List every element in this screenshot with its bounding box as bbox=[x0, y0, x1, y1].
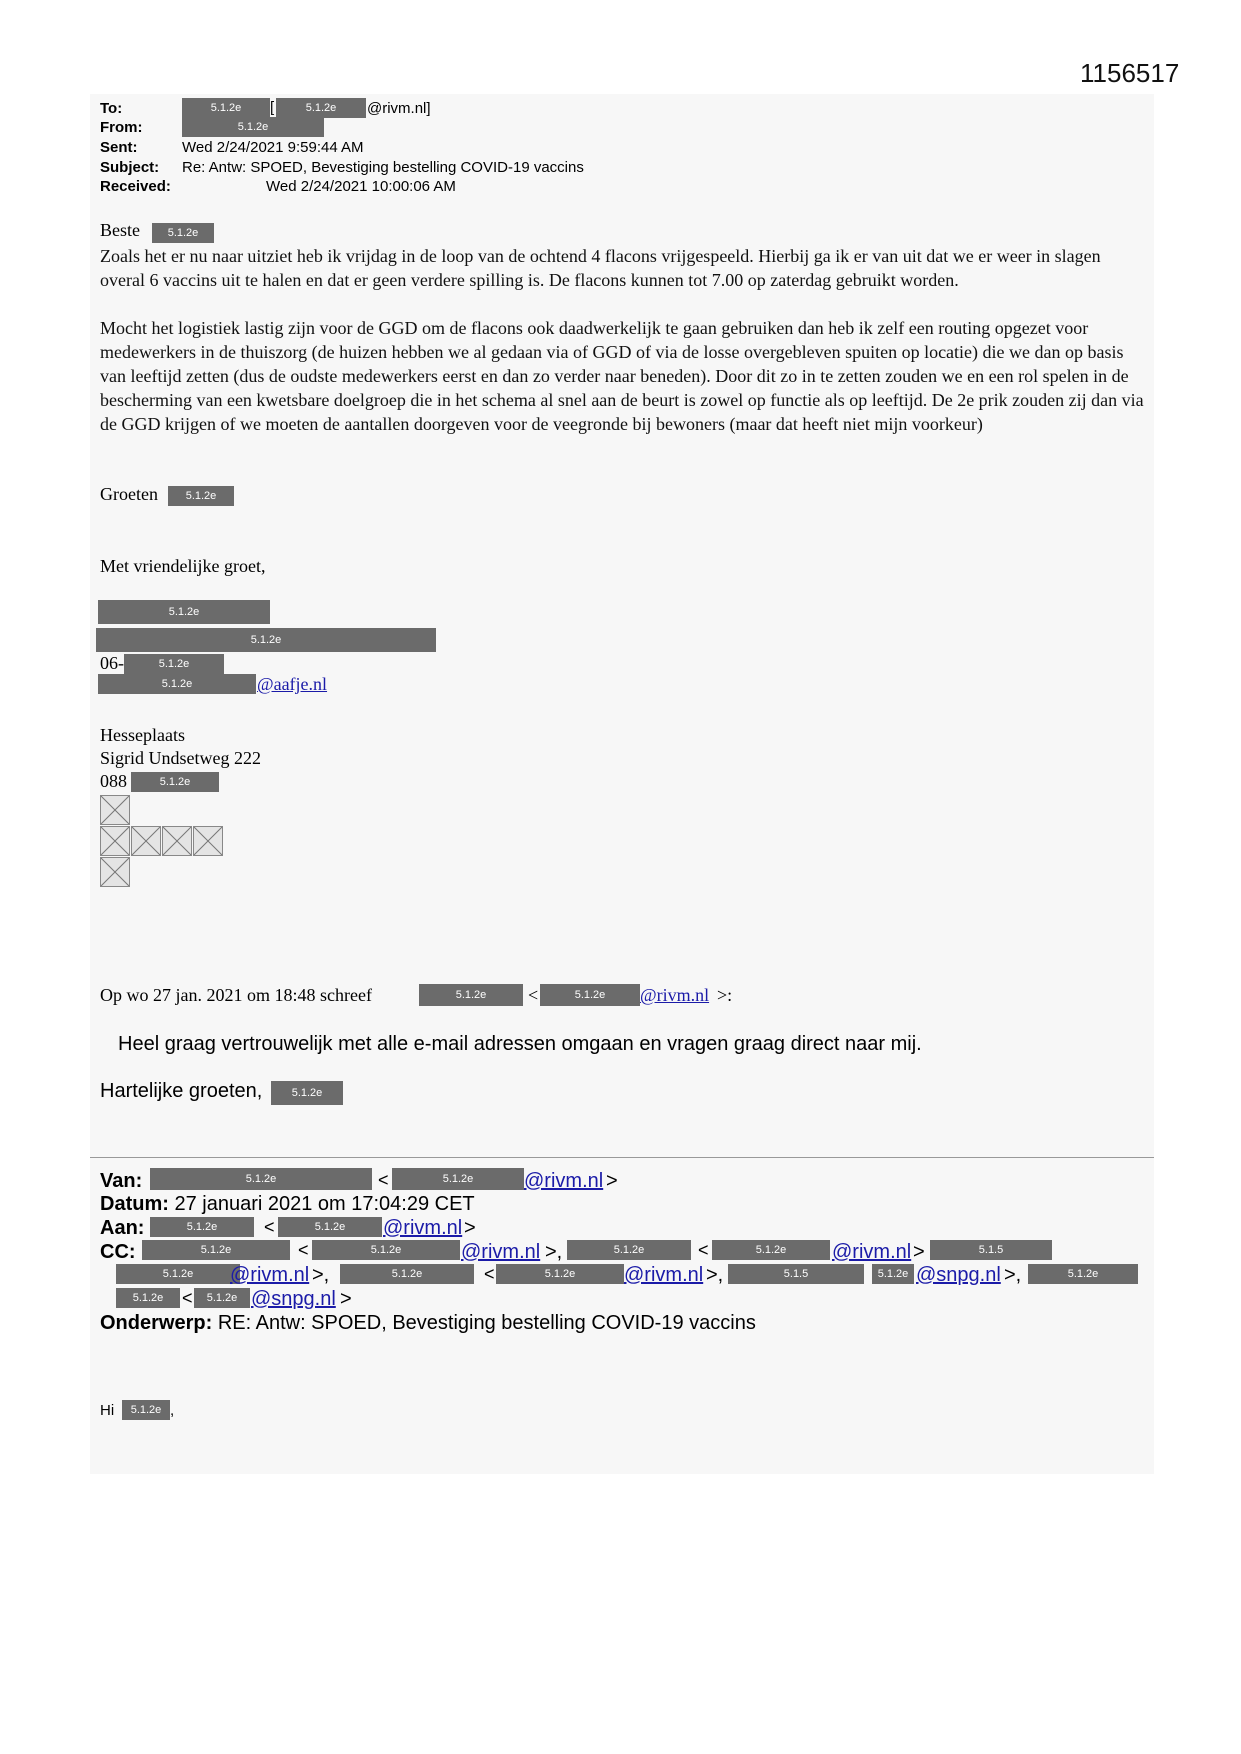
greeting: Beste bbox=[100, 220, 140, 240]
comma-char: , bbox=[170, 1402, 175, 1419]
received-value: Wed 2/24/2021 10:00:06 AM bbox=[266, 178, 456, 195]
separator-char: >, bbox=[1004, 1264, 1022, 1286]
broken-image-icon bbox=[131, 826, 161, 856]
redaction: 5.1.2e bbox=[124, 654, 224, 674]
fwd-aan-row bbox=[100, 1217, 144, 1240]
hi-greeting: Hi bbox=[100, 1402, 115, 1419]
redaction: 5.1.2e bbox=[496, 1264, 624, 1284]
phone-prefix: 06- bbox=[100, 653, 124, 673]
paragraph-1: Zoals het er nu naar uitziet heb ik vrijdag in de loop van de ochtend 4 flacons vrijgespeeld. Hierbij ga ik er van uit dat we er weer in slagen overal 6 vaccins uit te halen en dat er geen verdere spilling is. De flacons kunnen tot 7.00 op zaterdag gebruikt worden. bbox=[100, 246, 1101, 290]
fwd-van-row bbox=[100, 1170, 142, 1193]
regards: Met vriendelijke groet, bbox=[100, 556, 266, 576]
redaction: 5.1.2e bbox=[392, 1168, 524, 1190]
redaction: 5.1.2e bbox=[182, 98, 270, 118]
lt-char: < bbox=[264, 1217, 275, 1237]
closing: Groeten bbox=[100, 484, 158, 504]
redaction: 5.1.2e bbox=[540, 984, 640, 1006]
cc-email-link[interactable]: @snpg.nl bbox=[916, 1264, 1001, 1286]
redaction: 5.1.2e bbox=[194, 1288, 250, 1308]
onderwerp-value: RE: Antw: SPOED, Bevestiging bestelling COVID-19 vaccins bbox=[217, 1312, 756, 1334]
redaction: 5.1.2e bbox=[182, 117, 324, 137]
redaction: 5.1.5 bbox=[930, 1240, 1052, 1260]
quote-intro-suffix: >: bbox=[717, 985, 733, 1005]
lt-char: < bbox=[378, 1170, 389, 1190]
paragraph-2: Mocht het logistiek lastig zijn voor de GGD om de flacons ook daadwerkelijk te gaan gebruiken dan heb ik zelf een routing opgezet voor medewerkers in de thuiszorg (de huizen hebben we al gedaan via of GGD of via de losse overgebleven spuiten op locatie) die we dan op basis van leeftijd zetten (dus de oudste medewerkers eerst en dan zo verder naar beneden). Door dit zo in te zetten zouden we en een rol spelen in de bescherming van een kwetsbare doelgroep die in het schema al snel aan de beurt is zowel op functie als op leeftijd. De 2e prik zouden zij dan via de GGD krijgen of we moeten de aantallen doorgeven voor de veegronde bij bewoners (maar dat heeft niet mijn voorkeur) bbox=[100, 318, 1144, 434]
van-email-link[interactable]: @rivm.nl bbox=[524, 1170, 604, 1192]
van-label: Van: bbox=[100, 1170, 143, 1192]
redaction: 5.1.2e bbox=[340, 1264, 474, 1284]
redaction: 5.1.2e bbox=[150, 1168, 372, 1190]
cc-email-link[interactable]: @snpg.nl bbox=[251, 1288, 336, 1310]
address-name: Hesseplaats bbox=[100, 725, 185, 745]
redaction: 5.1.2e bbox=[131, 772, 219, 792]
to-email-domain: @rivm.nl] bbox=[367, 100, 431, 117]
quote-intro-lt: < bbox=[528, 985, 539, 1005]
redaction: 5.1.2e bbox=[98, 600, 270, 624]
redaction: 5.1.2e bbox=[122, 1400, 170, 1420]
header-subject-row bbox=[100, 159, 584, 176]
header-sent-row bbox=[100, 139, 364, 156]
to-bracket: [ bbox=[270, 99, 275, 116]
cc-email-link[interactable]: @rivm.nl bbox=[230, 1264, 310, 1286]
fwd-cc-row bbox=[100, 1241, 136, 1264]
lt-char: < bbox=[484, 1264, 495, 1284]
onderwerp-label: Onderwerp: bbox=[100, 1312, 213, 1334]
quote-line-1: Heel graag vertrouwelijk met alle e-mail adressen omgaan en vragen graag direct naar mij. bbox=[118, 1033, 922, 1055]
redaction: 5.1.2e bbox=[872, 1264, 914, 1284]
redaction: 5.1.2e bbox=[567, 1240, 691, 1260]
redaction: 5.1.2e bbox=[168, 486, 234, 506]
redaction: 5.1.2e bbox=[116, 1288, 180, 1308]
from-label: From: bbox=[100, 119, 143, 136]
redaction: 5.1.5 bbox=[728, 1264, 864, 1284]
header-received-row bbox=[100, 178, 456, 195]
separator-char: >, bbox=[706, 1264, 724, 1286]
fwd-onderwerp-row bbox=[100, 1312, 756, 1335]
header-to-row bbox=[100, 100, 122, 117]
redaction: 5.1.2e bbox=[419, 984, 523, 1006]
redaction: 5.1.2e bbox=[312, 1240, 460, 1260]
cc-email-link[interactable]: @rivm.nl bbox=[832, 1241, 912, 1263]
to-label: To: bbox=[100, 100, 123, 117]
redaction: 5.1.2e bbox=[152, 223, 214, 243]
broken-image-icon bbox=[193, 826, 223, 856]
redaction: 5.1.2e bbox=[150, 1217, 254, 1237]
redaction: 5.1.2e bbox=[271, 1081, 343, 1105]
email-link[interactable]: @aafje.nl bbox=[257, 674, 328, 694]
separator bbox=[90, 1157, 1154, 1158]
redaction: 5.1.2e bbox=[96, 628, 436, 652]
address-street: Sigrid Undsetweg 222 bbox=[100, 748, 261, 768]
address-phone-prefix: 088 bbox=[100, 771, 127, 791]
gt-char: > bbox=[340, 1288, 352, 1310]
quote-line-2: Hartelijke groeten, bbox=[100, 1080, 263, 1102]
redaction: 5.1.2e bbox=[1028, 1264, 1138, 1284]
subject-value: Re: Antw: SPOED, Bevestiging bestelling COVID-19 vaccins bbox=[182, 159, 584, 176]
aan-label: Aan: bbox=[100, 1217, 145, 1239]
subject-label: Subject: bbox=[100, 159, 160, 176]
gt-char: > bbox=[464, 1217, 476, 1239]
redaction: 5.1.2e bbox=[116, 1264, 240, 1284]
quote-email-link[interactable]: @rivm.nl bbox=[640, 985, 710, 1005]
sent-value: Wed 2/24/2021 9:59:44 AM bbox=[182, 139, 364, 156]
document-number: 1156517 bbox=[1080, 58, 1180, 88]
redaction: 5.1.2e bbox=[276, 98, 366, 118]
gt-char: > bbox=[606, 1170, 618, 1192]
aan-email-link[interactable]: @rivm.nl bbox=[383, 1217, 463, 1239]
broken-image-icon bbox=[162, 826, 192, 856]
lt-char: < bbox=[182, 1288, 193, 1308]
cc-label: CC: bbox=[100, 1241, 136, 1263]
separator-char: >, bbox=[545, 1241, 563, 1263]
fwd-datum-row bbox=[100, 1193, 475, 1216]
lt-char: < bbox=[698, 1240, 709, 1260]
gt-char: > bbox=[913, 1241, 925, 1263]
broken-image-icon bbox=[100, 795, 130, 825]
redaction: 5.1.2e bbox=[142, 1240, 290, 1260]
separator-char: >, bbox=[312, 1264, 330, 1286]
lt-char: < bbox=[298, 1240, 309, 1260]
cc-email-link[interactable]: @rivm.nl bbox=[461, 1241, 541, 1263]
broken-image-icon bbox=[100, 857, 130, 887]
received-label: Received: bbox=[100, 178, 171, 195]
sent-label: Sent: bbox=[100, 139, 138, 156]
redaction: 5.1.2e bbox=[278, 1217, 382, 1237]
datum-value: 27 januari 2021 om 17:04:29 CET bbox=[174, 1193, 475, 1215]
redaction: 5.1.2e bbox=[712, 1240, 830, 1260]
broken-image-icon bbox=[100, 826, 130, 856]
quote-intro: Op wo 27 jan. 2021 om 18:48 schreef bbox=[100, 985, 372, 1005]
header-from-row bbox=[100, 119, 143, 136]
redaction: 5.1.2e bbox=[98, 674, 256, 694]
cc-email-link[interactable]: @rivm.nl bbox=[624, 1264, 704, 1286]
datum-label: Datum: bbox=[100, 1193, 169, 1215]
